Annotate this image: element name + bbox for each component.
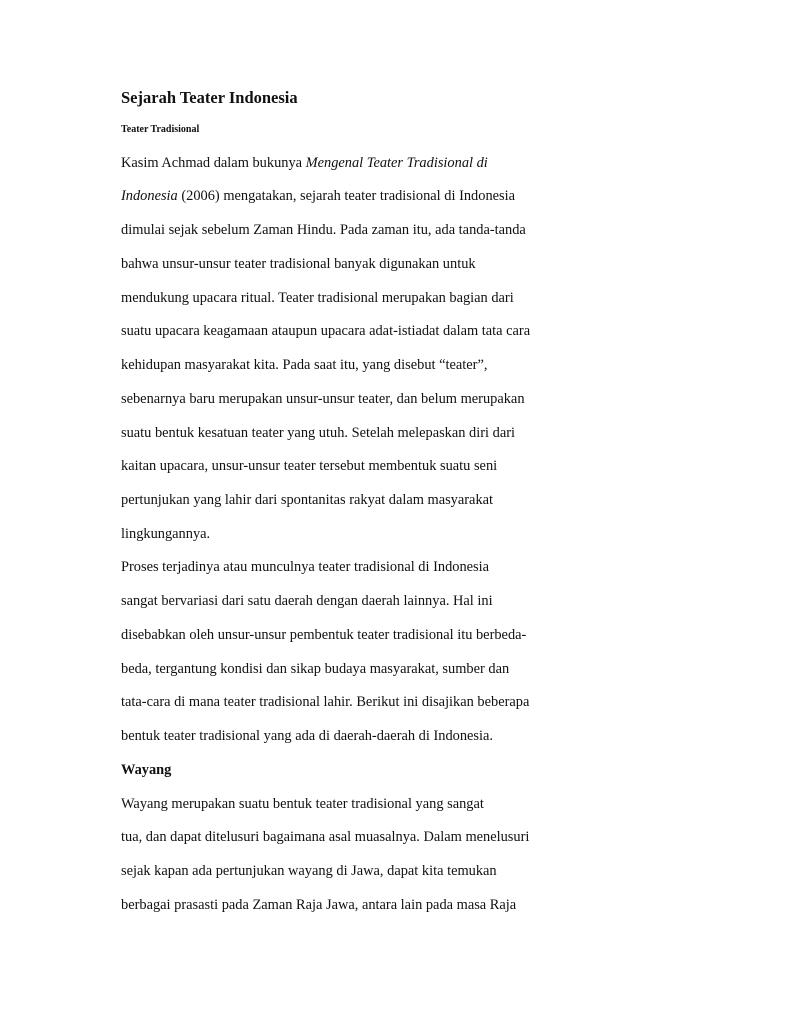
section-heading-wayang: Wayang: [121, 762, 172, 778]
paragraph-line: sejak kapan ada pertunjukan wayang di Jawa, dapat kita temukan: [121, 863, 497, 879]
paragraph-line: Wayang merupakan suatu bentuk teater tradisional yang sangat: [121, 796, 484, 812]
paragraph-line: berbagai prasasti pada Zaman Raja Jawa, antara lain pada masa Raja: [121, 897, 517, 913]
paragraph-line: beda, tergantung kondisi dan sikap budaya masyarakat, sumber dan: [121, 661, 510, 677]
paragraph-line: pertunjukan yang lahir dari spontanitas rakyat dalam masyarakat: [121, 492, 494, 508]
section-subtitle: Teater Tradisional: [121, 124, 200, 135]
paragraph-line: [121, 154, 488, 172]
paragraph-line: mendukung upacara ritual. Teater tradisional merupakan bagian dari: [121, 290, 514, 306]
book-title-italic: Indonesia: [121, 188, 178, 204]
paragraph-line: suatu upacara keagamaan ataupun upacara adat-istiadat dalam tata cara: [121, 323, 531, 339]
paragraph-line: dimulai sejak sebelum Zaman Hindu. Pada zaman itu, ada tanda-tanda: [121, 222, 526, 238]
paragraph-line: bahwa unsur-unsur teater tradisional banyak digunakan untuk: [121, 256, 476, 272]
paragraph-line: lingkungannya.: [121, 526, 211, 542]
paragraph-line: Proses terjadinya atau munculnya teater tradisional di Indonesia: [121, 559, 490, 575]
paragraph-line: tua, dan dapat ditelusuri bagaimana asal muasalnya. Dalam menelusuri: [121, 829, 530, 845]
paragraph-line: kaitan upacara, unsur-unsur teater tersebut membentuk suatu seni: [121, 458, 498, 474]
document-title: Sejarah Teater Indonesia: [121, 88, 298, 107]
paragraph-line: tata-cara di mana teater tradisional lahir. Berikut ini disajikan beberapa: [121, 694, 530, 710]
paragraph-line: sangat bervariasi dari satu daerah dengan daerah lainnya. Hal ini: [121, 593, 493, 609]
paragraph-line: bentuk teater tradisional yang ada di daerah-daerah di Indonesia.: [121, 728, 493, 744]
book-title-italic: Mengenal Teater Tradisional di: [305, 155, 488, 171]
text-run: Kasim Achmad dalam bukunya: [121, 155, 306, 171]
paragraph-line: kehidupan masyarakat kita. Pada saat itu, yang disebut “teater”,: [121, 357, 488, 373]
text-run: (2006) mengatakan, sejarah teater tradisional di Indonesia: [177, 188, 516, 204]
paragraph-line: [121, 187, 515, 205]
paragraph-line: disebabkan oleh unsur-unsur pembentuk teater tradisional itu berbeda-: [121, 627, 527, 643]
paragraph-line: suatu bentuk kesatuan teater yang utuh. Setelah melepaskan diri dari: [121, 425, 516, 441]
paragraph-line: sebenarnya baru merupakan unsur-unsur teater, dan belum merupakan: [121, 391, 525, 407]
